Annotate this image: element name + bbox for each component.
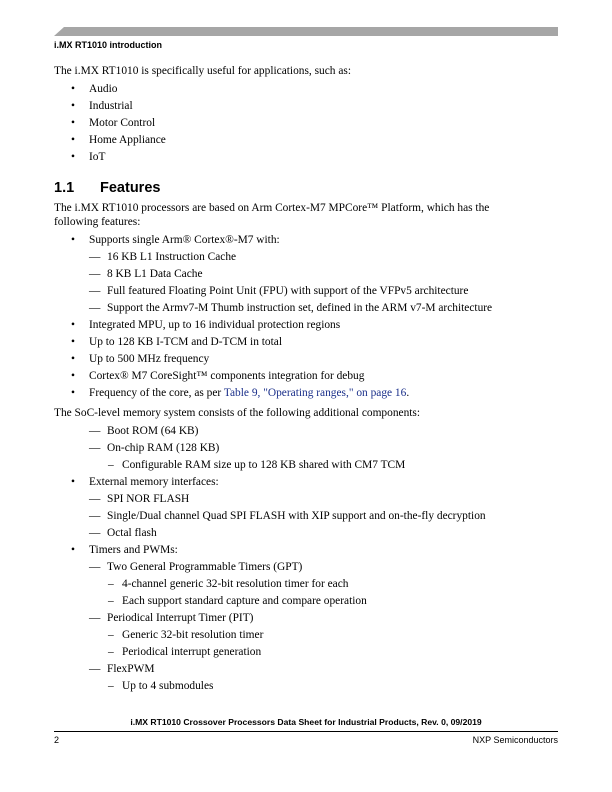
list-item (89, 440, 564, 474)
list-item: – Periodical interrupt generation (107, 644, 564, 661)
body-content (54, 64, 564, 695)
memory-intro: The SoC-level memory system consists of the following additional components: (54, 407, 421, 419)
ocram-label: On-chip RAM (128 KB) (107, 442, 220, 454)
pit-label: Periodical Interrupt Timer (PIT) (107, 612, 254, 624)
list-item (54, 474, 564, 542)
peripherals-list (54, 474, 564, 695)
core-sublist (89, 249, 564, 317)
list-item (89, 661, 564, 695)
memory-list (89, 423, 564, 474)
feature-core: Supports single Arm® Cortex®-M7 with: (89, 234, 280, 246)
running-header: i.MX RT1010 introduction (54, 40, 163, 50)
list-item: • Integrated MPU, up to 16 individual protection regions (54, 317, 564, 334)
list-item: • Home Appliance (54, 132, 564, 149)
features-intro (54, 202, 564, 229)
flexpwm-label: FlexPWM (107, 663, 155, 675)
timers-label: Timers and PWMs: (89, 544, 178, 556)
freq-ref-prefix: Frequency of the core, as per (89, 387, 224, 399)
timers-sublist (89, 559, 564, 695)
features-list (54, 232, 564, 402)
footer-title: i.MX RT1010 Crossover Processors Data Sheet for Industrial Products, Rev. 0, 09/2019 (130, 717, 482, 727)
list-item: — 16 KB L1 Instruction Cache (89, 249, 564, 266)
list-item (54, 385, 564, 402)
section-title: Features (100, 180, 161, 196)
list-item: • Cortex® M7 CoreSight™ components integration for debug (54, 368, 564, 385)
footer-divider (54, 731, 558, 732)
list-item (89, 559, 564, 610)
footer-company: NXP Semiconductors (472, 735, 558, 745)
features-intro-line2: following features: (54, 215, 141, 228)
list-item: — Octal flash (89, 525, 564, 542)
list-item: — SPI NOR FLASH (89, 491, 564, 508)
list-item: – Configurable RAM size up to 128 KB shared with CM7 TCM (107, 457, 564, 474)
flexpwm-sublist (107, 678, 564, 695)
list-item: — Full featured Floating Point Unit (FPU) with support of the VFPv5 architecture (89, 283, 564, 300)
gpt-label: Two General Programmable Timers (GPT) (107, 561, 303, 573)
list-item: – Generic 32-bit resolution timer (107, 627, 564, 644)
list-item (89, 610, 564, 661)
list-item: – Each support standard capture and compare operation (107, 593, 564, 610)
operating-ranges-link[interactable]: Table 9, "Operating ranges," on page 16 (223, 387, 407, 399)
list-item: – 4-channel generic 32-bit resolution timer for each (107, 576, 564, 593)
list-item: • IoT (54, 149, 564, 166)
list-item: • Up to 500 MHz frequency (54, 351, 564, 368)
list-item: • Up to 128 KB I-TCM and D-TCM in total (54, 334, 564, 351)
list-item: • Motor Control (54, 115, 564, 132)
list-item (54, 542, 564, 695)
ext-mem-sublist (89, 491, 564, 542)
list-item: — Single/Dual channel Quad SPI FLASH with XIP support and on-the-fly decryption (89, 508, 564, 525)
header-bar (54, 27, 558, 36)
section-heading (54, 179, 564, 197)
list-item: • Audio (54, 81, 564, 98)
pit-sublist (107, 627, 564, 661)
list-item: — 8 KB L1 Data Cache (89, 266, 564, 283)
list-item: — Support the Armv7-M Thumb instruction set, defined in the ARM v7-M architecture (89, 300, 564, 317)
intro-text: The i.MX RT1010 is specifically useful for applications, such as: (54, 65, 351, 77)
features-intro-line1: The i.MX RT1010 processors are based on Arm Cortex-M7 MPCore™ Platform, which has the (54, 202, 490, 214)
ext-mem-label: External memory interfaces: (89, 476, 219, 488)
page-number: 2 (54, 735, 60, 745)
list-item: – Up to 4 submodules (107, 678, 564, 695)
header-bar-shape (54, 27, 558, 36)
section-number: 1.1 (54, 180, 75, 196)
list-item: • Industrial (54, 98, 564, 115)
list-item: — Boot ROM (64 KB) (89, 423, 564, 440)
list-item (54, 232, 564, 317)
applications-list (54, 81, 564, 166)
ocram-sublist (107, 457, 564, 474)
freq-ref-suffix: . (406, 387, 410, 399)
gpt-sublist (107, 576, 564, 610)
